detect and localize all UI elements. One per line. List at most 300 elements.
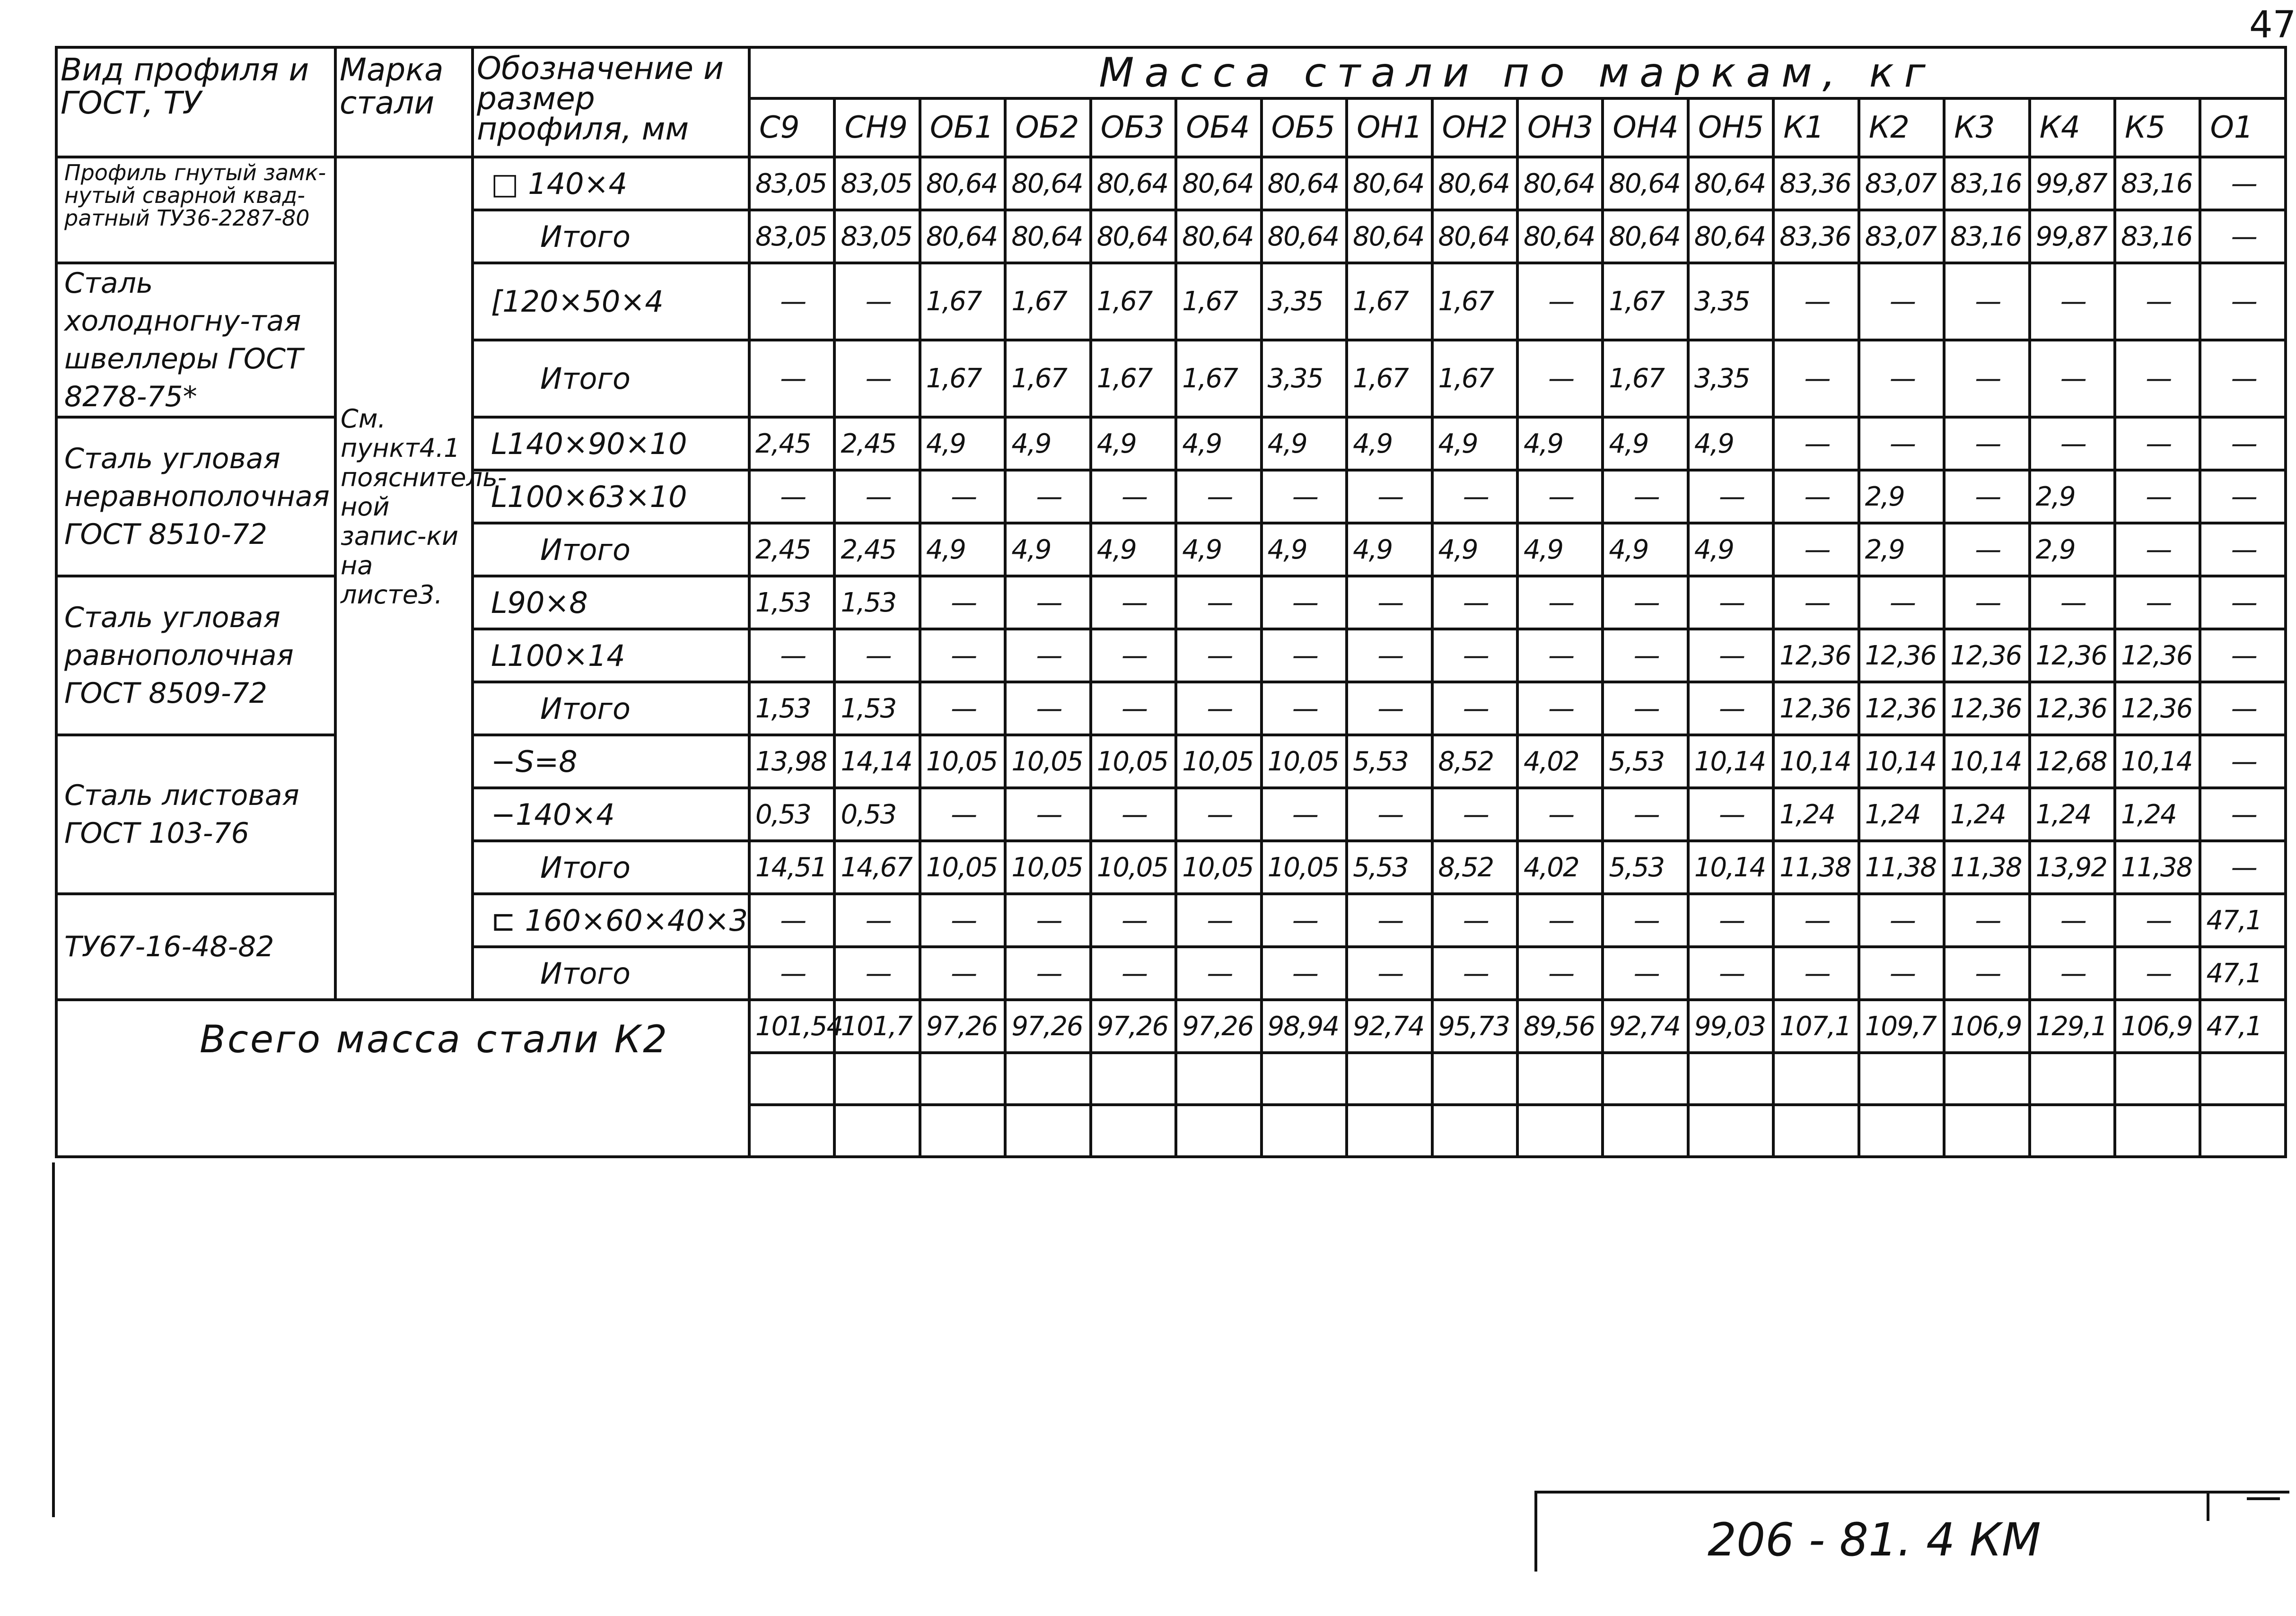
mass-value-cell: 2,9 <box>1859 470 1944 523</box>
mass-value-cell: — <box>1944 894 2029 947</box>
mass-value-cell: — <box>2200 210 2286 263</box>
mass-value-cell: 4,9 <box>1005 523 1090 576</box>
mass-value-cell: 80,64 <box>1091 210 1176 263</box>
profile-designation: L140×90×10 <box>473 417 749 470</box>
mass-value-cell: 1,67 <box>920 340 1005 417</box>
mass-value-cell: — <box>1944 263 2029 340</box>
mass-value-cell: 1,67 <box>1603 340 1688 417</box>
mass-value-cell: 4,9 <box>1688 417 1773 470</box>
mass-value-cell: 0,53 <box>834 788 920 841</box>
mass-value-cell: 4,9 <box>1005 417 1090 470</box>
total-mass-value: 109,7 <box>1859 1000 1944 1053</box>
mass-value-cell: 83,05 <box>834 210 920 263</box>
mass-value-cell: — <box>1005 788 1090 841</box>
title-block-stamp <box>1534 1491 2289 1572</box>
mass-value-cell: 1,53 <box>749 576 834 629</box>
itogo-label: Итого <box>473 947 749 1000</box>
mass-value-cell: — <box>1517 576 1603 629</box>
mark-header: К4 <box>2030 98 2115 157</box>
blank-cell <box>1688 1053 1773 1105</box>
mass-value-cell: 13,98 <box>749 735 834 788</box>
blank-cell <box>1176 1053 1261 1105</box>
itogo-label: Итого <box>473 340 749 417</box>
mass-value-cell: — <box>1688 788 1773 841</box>
profile-designation: ⊏ 160×60×40×3 <box>473 894 749 947</box>
mark-header: К1 <box>1773 98 1858 157</box>
total-mass-value: 97,26 <box>1176 1000 1261 1053</box>
profile-type-cell: Сталь листовая ГОСТ 103-76 <box>56 735 335 894</box>
mass-value-cell: — <box>2200 576 2286 629</box>
total-mass-value: 89,56 <box>1517 1000 1603 1053</box>
mass-value-cell: 1,24 <box>1773 788 1858 841</box>
total-mass-value: 106,9 <box>2115 1000 2200 1053</box>
mass-value-cell: 12,36 <box>2115 682 2200 735</box>
mass-value-cell: — <box>834 263 920 340</box>
mass-value-cell: — <box>1091 629 1176 682</box>
mass-value-cell: — <box>1005 947 1090 1000</box>
mass-value-cell: 1,24 <box>1944 788 2029 841</box>
profile-type-cell: Сталь холодногну-тая швеллеры ГОСТ 8278-75* <box>56 263 335 417</box>
stamp-mark <box>2247 1497 2280 1500</box>
mark-header: ОН2 <box>1432 98 1517 157</box>
mass-value-cell: — <box>1005 470 1090 523</box>
blank-cell <box>1005 1053 1090 1105</box>
itogo-label: Итого <box>473 523 749 576</box>
mass-value-cell: — <box>834 947 920 1000</box>
mass-value-cell: 3,35 <box>1688 263 1773 340</box>
profile-designation: L100×14 <box>473 629 749 682</box>
profile-designation: □ 140×4 <box>473 157 749 210</box>
mass-value-cell: 4,02 <box>1517 735 1603 788</box>
mass-value-cell: 1,67 <box>1005 340 1090 417</box>
mass-value-cell: 4,02 <box>1517 841 1603 894</box>
blank-cell <box>2115 1105 2200 1157</box>
mass-value-cell: — <box>1773 523 1858 576</box>
mass-value-cell: 2,45 <box>834 417 920 470</box>
mass-value-cell: 83,16 <box>2115 210 2200 263</box>
mass-value-cell: 10,05 <box>1176 841 1261 894</box>
mass-value-cell: — <box>2200 417 2286 470</box>
mass-value-cell: 4,9 <box>1091 417 1176 470</box>
blank-cell <box>749 1105 834 1157</box>
profile-designation: L90×8 <box>473 576 749 629</box>
mass-value-cell: 2,9 <box>2030 523 2115 576</box>
mass-value-cell: — <box>1859 947 1944 1000</box>
mass-value-cell: — <box>1005 682 1090 735</box>
mass-value-cell: 4,9 <box>1517 523 1603 576</box>
mass-value-cell: — <box>920 576 1005 629</box>
blank-cell <box>2200 1105 2286 1157</box>
mass-value-cell: 10,05 <box>1005 735 1090 788</box>
mass-value-cell: — <box>2115 523 2200 576</box>
mass-value-cell: — <box>834 894 920 947</box>
mass-value-cell: 83,16 <box>1944 157 2029 210</box>
mark-header: О1 <box>2200 98 2286 157</box>
itogo-label: Итого <box>473 682 749 735</box>
mass-value-cell: — <box>2200 841 2286 894</box>
mass-value-cell: — <box>1603 788 1688 841</box>
mass-value-cell: 1,67 <box>1005 263 1090 340</box>
mass-value-cell: 83,16 <box>1944 210 2029 263</box>
mass-value-cell: 80,64 <box>920 157 1005 210</box>
mass-value-cell: — <box>2030 263 2115 340</box>
mass-value-cell: 12,68 <box>2030 735 2115 788</box>
mass-value-cell: 8,52 <box>1432 841 1517 894</box>
mass-value-cell: 10,14 <box>1688 841 1773 894</box>
total-mass-value: 101,54 <box>749 1000 834 1053</box>
mass-value-cell: 80,64 <box>920 210 1005 263</box>
mass-value-cell: — <box>1262 947 1347 1000</box>
mass-value-cell: — <box>2030 340 2115 417</box>
mass-value-cell: 80,64 <box>1347 157 1432 210</box>
spec-body <box>56 157 2286 1158</box>
mass-value-cell: — <box>1347 470 1432 523</box>
mass-value-cell: 12,36 <box>1859 682 1944 735</box>
mass-value-cell: 5,53 <box>1603 841 1688 894</box>
mass-value-cell: — <box>1262 788 1347 841</box>
mass-value-cell: 4,9 <box>1432 417 1517 470</box>
mass-value-cell: — <box>1262 470 1347 523</box>
mass-value-cell: 10,14 <box>1688 735 1773 788</box>
mass-value-cell: — <box>1262 682 1347 735</box>
mass-value-cell: — <box>1773 340 1858 417</box>
mass-value-cell: — <box>1176 894 1261 947</box>
mark-header: ОБ4 <box>1176 98 1261 157</box>
mass-value-cell: — <box>1603 682 1688 735</box>
mark-header: ОН5 <box>1688 98 1773 157</box>
mass-value-cell: 2,45 <box>834 523 920 576</box>
mass-value-cell: — <box>1091 947 1176 1000</box>
mass-value-cell: — <box>1773 470 1858 523</box>
mass-value-cell: — <box>1517 263 1603 340</box>
mass-value-cell: 12,36 <box>2030 682 2115 735</box>
mass-value-cell: — <box>1773 894 1858 947</box>
mass-value-cell: — <box>1603 470 1688 523</box>
header-mass-by-marks: Масса стали по маркам, кг <box>749 47 2286 98</box>
mass-value-cell: — <box>1176 470 1261 523</box>
mass-value-cell: — <box>1517 947 1603 1000</box>
mass-value-cell: — <box>1091 682 1176 735</box>
blank-cell <box>1688 1105 1773 1157</box>
mass-value-cell: 80,64 <box>1176 157 1261 210</box>
mark-header: ОБ1 <box>920 98 1005 157</box>
mass-value-cell: — <box>1944 523 2029 576</box>
mass-value-cell: 1,67 <box>1091 263 1176 340</box>
table-row <box>56 157 2286 210</box>
blank-cell <box>1517 1053 1603 1105</box>
total-mass-value: 97,26 <box>1091 1000 1176 1053</box>
mass-value-cell: 5,53 <box>1603 735 1688 788</box>
total-mass-value: 97,26 <box>920 1000 1005 1053</box>
mass-value-cell: — <box>1347 682 1432 735</box>
total-mass-value: 47,1 <box>2200 1000 2286 1053</box>
profile-type-cell: Профиль гнутый замк-нутый сварной квад-ратный ТУ36-2287-80 <box>56 157 335 263</box>
mass-value-cell: 10,05 <box>1091 735 1176 788</box>
mass-value-cell: — <box>1944 947 2029 1000</box>
mass-value-cell: — <box>1005 894 1090 947</box>
mass-value-cell: 10,14 <box>1773 735 1858 788</box>
mass-value-cell: 4,9 <box>1091 523 1176 576</box>
mass-value-cell: — <box>1432 947 1517 1000</box>
mass-value-cell: — <box>2030 576 2115 629</box>
mass-value-cell: — <box>1859 576 1944 629</box>
profile-designation: L100×63×10 <box>473 470 749 523</box>
mass-value-cell: 1,53 <box>834 576 920 629</box>
mark-header: ОБ2 <box>1005 98 1090 157</box>
mass-value-cell: — <box>1091 576 1176 629</box>
empty-area <box>56 1157 2286 1158</box>
stamp-divider <box>2207 1494 2209 1521</box>
mass-value-cell: 1,67 <box>1347 263 1432 340</box>
mass-value-cell: — <box>2030 417 2115 470</box>
mass-value-cell: — <box>1688 894 1773 947</box>
profile-designation: [120×50×4 <box>473 263 749 340</box>
mass-value-cell: 10,05 <box>1005 841 1090 894</box>
total-mass-value: 101,7 <box>834 1000 920 1053</box>
mark-header: К5 <box>2115 98 2200 157</box>
mass-value-cell: — <box>1432 894 1517 947</box>
mass-value-cell: — <box>1262 629 1347 682</box>
profile-type-cell: ТУ67-16-48-82 <box>56 894 335 1000</box>
mass-value-cell: — <box>1091 894 1176 947</box>
blank-cell <box>1432 1105 1517 1157</box>
mass-value-cell: 80,64 <box>1688 157 1773 210</box>
mass-value-cell: 11,38 <box>2115 841 2200 894</box>
mass-value-cell: — <box>1944 576 2029 629</box>
total-mass-value: 92,74 <box>1603 1000 1688 1053</box>
mass-value-cell: — <box>1091 470 1176 523</box>
mass-value-cell: 12,36 <box>1944 682 2029 735</box>
mark-header: С9 <box>749 98 834 157</box>
mass-value-cell: 4,9 <box>1688 523 1773 576</box>
mass-value-cell: — <box>2200 157 2286 210</box>
mass-value-cell: — <box>1517 340 1603 417</box>
mass-value-cell: 99,87 <box>2030 210 2115 263</box>
mass-value-cell: — <box>2115 263 2200 340</box>
mass-value-cell: 80,64 <box>1005 210 1090 263</box>
mark-header: К2 <box>1859 98 1944 157</box>
blank-cell <box>834 1105 920 1157</box>
mass-value-cell: 4,9 <box>1517 417 1603 470</box>
mass-value-cell: — <box>834 470 920 523</box>
mass-value-cell: 80,64 <box>1517 210 1603 263</box>
mass-value-cell: — <box>1603 947 1688 1000</box>
mass-value-cell: 1,67 <box>1347 340 1432 417</box>
mass-value-cell: 83,16 <box>2115 157 2200 210</box>
mass-value-cell: 10,05 <box>1262 735 1347 788</box>
mass-value-cell: — <box>834 340 920 417</box>
mass-value-cell: 12,36 <box>1773 682 1858 735</box>
mass-value-cell: — <box>1944 417 2029 470</box>
mass-value-cell: — <box>1262 576 1347 629</box>
mass-value-cell: 1,53 <box>834 682 920 735</box>
mass-value-cell: — <box>1432 682 1517 735</box>
mass-value-cell: 1,67 <box>1432 263 1517 340</box>
mass-value-cell: 10,05 <box>1176 735 1261 788</box>
mass-value-cell: 83,07 <box>1859 157 1944 210</box>
mass-value-cell: — <box>1688 682 1773 735</box>
mass-value-cell: 1,67 <box>1432 340 1517 417</box>
mass-value-cell: 10,14 <box>1944 735 2029 788</box>
blank-cell <box>1773 1053 1858 1105</box>
mass-value-cell: — <box>1688 470 1773 523</box>
blank-cell <box>1091 1105 1176 1157</box>
mass-value-cell: 8,52 <box>1432 735 1517 788</box>
mass-value-cell: 4,9 <box>920 523 1005 576</box>
mass-value-cell: 4,9 <box>1262 417 1347 470</box>
blank-cell <box>1262 1105 1347 1157</box>
mass-value-cell: 1,67 <box>1176 263 1261 340</box>
mass-value-cell: 1,67 <box>1091 340 1176 417</box>
total-mass-value: 129,1 <box>2030 1000 2115 1053</box>
mass-value-cell: 11,38 <box>1944 841 2029 894</box>
mass-value-cell: 13,92 <box>2030 841 2115 894</box>
mass-value-cell: 47,1 <box>2200 894 2286 947</box>
total-row <box>56 1000 2286 1053</box>
mass-value-cell: 10,14 <box>1859 735 1944 788</box>
mass-value-cell: — <box>2200 340 2286 417</box>
mass-value-cell: — <box>920 629 1005 682</box>
mass-value-cell: — <box>1773 576 1858 629</box>
mass-value-cell: — <box>2115 894 2200 947</box>
mass-value-cell: — <box>1005 629 1090 682</box>
total-mass-value: 107,1 <box>1773 1000 1858 1053</box>
mass-value-cell: 3,35 <box>1262 340 1347 417</box>
mass-value-cell: 83,07 <box>1859 210 1944 263</box>
mass-value-cell: — <box>1517 470 1603 523</box>
mass-value-cell: — <box>1944 340 2029 417</box>
mass-value-cell: — <box>1347 788 1432 841</box>
mass-value-cell: — <box>2200 523 2286 576</box>
mass-value-cell: 14,51 <box>749 841 834 894</box>
mass-value-cell: — <box>749 947 834 1000</box>
mass-value-cell: 10,14 <box>2115 735 2200 788</box>
mark-header: ОН1 <box>1347 98 1432 157</box>
blank-cell <box>1432 1053 1517 1105</box>
header-designation: Обозначение и размер профиля, мм <box>473 47 749 157</box>
mass-value-cell: — <box>2115 470 2200 523</box>
blank-cell <box>1944 1105 2029 1157</box>
mass-value-cell: — <box>749 263 834 340</box>
mass-value-cell: — <box>834 629 920 682</box>
total-mass-value: 92,74 <box>1347 1000 1432 1053</box>
mass-value-cell: 10,05 <box>1091 841 1176 894</box>
mass-value-cell: 4,9 <box>1603 523 1688 576</box>
mass-value-cell: 1,24 <box>2115 788 2200 841</box>
mass-value-cell: 80,64 <box>1688 210 1773 263</box>
mass-value-cell: 47,1 <box>2200 947 2286 1000</box>
mass-value-cell: — <box>1176 576 1261 629</box>
mark-header: ОН4 <box>1603 98 1688 157</box>
blank-cell <box>1859 1105 1944 1157</box>
blank-cell <box>2030 1053 2115 1105</box>
mark-header: СН9 <box>834 98 920 157</box>
mass-value-cell: — <box>1773 263 1858 340</box>
mass-value-cell: 0,53 <box>749 788 834 841</box>
mass-value-cell: 3,35 <box>1262 263 1347 340</box>
mass-value-cell: — <box>1859 340 1944 417</box>
mass-value-cell: 4,9 <box>1176 417 1261 470</box>
blank-cell <box>749 1053 834 1105</box>
mass-value-cell: — <box>1773 947 1858 1000</box>
mass-value-cell: — <box>1432 576 1517 629</box>
total-mass-value: 97,26 <box>1005 1000 1090 1053</box>
mass-value-cell: 99,87 <box>2030 157 2115 210</box>
mass-value-cell: 83,05 <box>749 157 834 210</box>
mass-value-cell: 11,38 <box>1773 841 1858 894</box>
mass-value-cell: — <box>1176 947 1261 1000</box>
mass-value-cell: 80,64 <box>1091 157 1176 210</box>
mass-value-cell: 4,9 <box>1262 523 1347 576</box>
blank-cell <box>920 1105 1005 1157</box>
mass-value-cell: 4,9 <box>1603 417 1688 470</box>
mass-value-cell: — <box>2200 788 2286 841</box>
mass-value-cell: — <box>1517 682 1603 735</box>
mass-value-cell: — <box>1859 417 1944 470</box>
mass-value-cell: 12,36 <box>2030 629 2115 682</box>
blank-cell <box>1347 1105 1432 1157</box>
profile-designation: −140×4 <box>473 788 749 841</box>
blank-cell <box>2200 1053 2286 1105</box>
empty-area-row <box>56 1157 2286 1158</box>
mass-value-cell: 83,05 <box>749 210 834 263</box>
mass-value-cell: 12,36 <box>1944 629 2029 682</box>
mass-value-cell: — <box>1091 788 1176 841</box>
header-profile-type: Вид профиля и ГОСТ, ТУ <box>56 47 335 157</box>
mass-value-cell: 2,45 <box>749 523 834 576</box>
steel-grade-note: См. пункт4.1 пояснитель-ной запис-ки на листе3. <box>335 157 473 1000</box>
mass-value-cell: 4,9 <box>1432 523 1517 576</box>
mass-value-cell: 1,53 <box>749 682 834 735</box>
mass-value-cell: — <box>2200 629 2286 682</box>
mass-value-cell: 3,35 <box>1688 340 1773 417</box>
mass-value-cell: 11,38 <box>1859 841 1944 894</box>
mass-value-cell: 80,64 <box>1603 157 1688 210</box>
page-number: 47 <box>2249 4 2296 46</box>
blank-cell <box>1603 1053 1688 1105</box>
mass-value-cell: — <box>920 788 1005 841</box>
mass-value-cell: — <box>1517 894 1603 947</box>
blank-cell <box>1005 1105 1090 1157</box>
mass-value-cell: — <box>2030 894 2115 947</box>
blank-cell <box>1773 1105 1858 1157</box>
mass-value-cell: 4,9 <box>920 417 1005 470</box>
mark-header: ОБ5 <box>1262 98 1347 157</box>
itogo-label: Итого <box>473 210 749 263</box>
mass-value-cell: — <box>2200 682 2286 735</box>
mass-value-cell: 80,64 <box>1603 210 1688 263</box>
mass-value-cell: 80,64 <box>1517 157 1603 210</box>
profile-type-cell: Сталь угловая равнополочная ГОСТ 8509-72 <box>56 576 335 735</box>
mass-value-cell: 4,9 <box>1347 523 1432 576</box>
mass-value-cell: — <box>1859 894 1944 947</box>
mass-value-cell: — <box>1944 470 2029 523</box>
mass-value-cell: 1,67 <box>1603 263 1688 340</box>
mass-value-cell: 4,9 <box>1176 523 1261 576</box>
mass-value-cell: 1,24 <box>2030 788 2115 841</box>
mass-value-cell: 12,36 <box>2115 629 2200 682</box>
blank-cell <box>1347 1053 1432 1105</box>
mass-value-cell: 10,05 <box>920 841 1005 894</box>
mass-value-cell: 4,9 <box>1347 417 1432 470</box>
mass-value-cell: — <box>1688 947 1773 1000</box>
mass-value-cell: — <box>1603 576 1688 629</box>
blank-cell <box>1176 1105 1261 1157</box>
mass-value-cell: — <box>749 894 834 947</box>
mass-value-cell: — <box>749 470 834 523</box>
steel-specification-table <box>55 46 2287 1158</box>
total-mass-value: 106,9 <box>1944 1000 2029 1053</box>
